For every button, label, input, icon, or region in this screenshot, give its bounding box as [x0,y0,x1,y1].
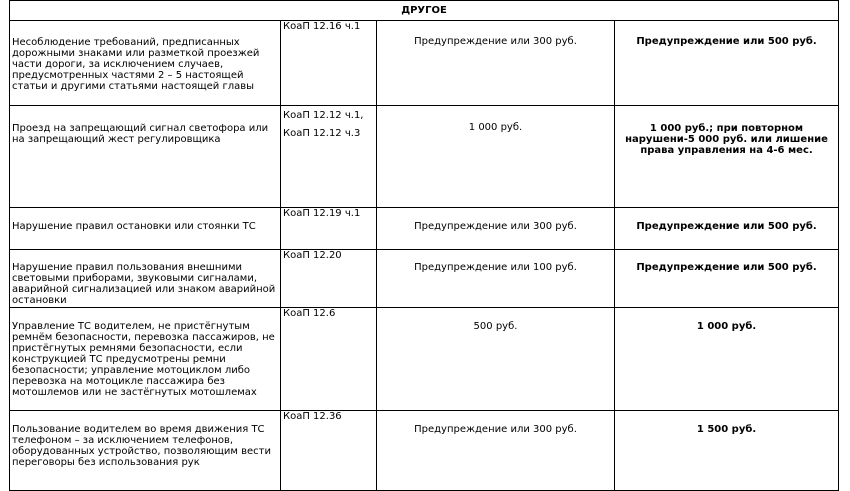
new-penalty-text: Предупреждение или 500 руб. [636,36,817,47]
new-penalty-text: Предупреждение или 500 руб. [636,221,817,232]
violation-cell [10,411,281,491]
new-penalty-text: Предупреждение или 500 руб. [636,262,817,273]
penalty-cell [377,208,615,250]
table-row [10,21,839,106]
penalty-cell [377,250,615,308]
table-row [10,411,839,491]
violation-cell [10,308,281,411]
code-reference: КоаП 12.12 ч.1, [283,110,364,121]
code-reference: КоаП 12.16 ч.1 [283,21,361,32]
table-row [10,208,839,250]
new-penalty-cell [615,21,839,106]
code-cell [281,308,377,411]
violation-description: Пользование водителем во время движения ТС телефоном – за исключением телефонов, оборудованных устройство, позволяющим вести переговоры без использования рук [12,424,272,468]
penalty-text: Предупреждение или 300 руб. [414,36,577,47]
penalty-cell [377,308,615,411]
penalty-text: 500 руб. [473,321,518,332]
section-header-row [10,1,839,21]
violation-description: Проезд на запрещающий сигнал светофора или на запрещающий жест регулировщика [12,123,269,145]
code-reference: КоаП 12.12 ч.3 [283,128,361,139]
violation-cell [10,250,281,308]
violation-cell [10,208,281,250]
new-penalty-text: 1 000 руб. [696,321,757,332]
new-penalty-cell [615,208,839,250]
new-penalty-cell [615,411,839,491]
penalty-text: Предупреждение или 300 руб. [414,424,577,435]
violation-cell [10,21,281,106]
new-penalty-cell [615,308,839,411]
code-cell [281,250,377,308]
code-cell [281,411,377,491]
violation-description: Несоблюдение требований, предписанных дорожными знаками или разметкой проезжей части дороги, за исключением случаев, предусмотренных частями 2 – 5 настоящей статьи и другими статьями настоящей главы [12,37,260,92]
penalty-text: Предупреждение или 300 руб. [414,221,577,232]
code-reference: КоаП 12.36 [283,411,342,422]
table-row [10,308,839,411]
violation-cell [10,106,281,208]
violation-description: Нарушение правил остановки или стоянки ТС [12,221,256,232]
penalty-text: Предупреждение или 100 руб. [414,262,577,273]
code-reference: КоаП 12.6 [283,308,336,319]
code-cell [281,106,377,208]
penalty-cell [377,411,615,491]
new-penalty-cell [615,250,839,308]
code-reference: КоаП 12.20 [283,250,342,261]
table-row [10,250,839,308]
penalty-cell [377,21,615,106]
violation-description: Управление ТС водителем, не пристёгнутым ремнём безопасности, перевозка пассажиров, не пристёгнутых ремнями безопасности, если конструкцией ТС предусмотрены ремни безопасности; управление мотоциклом либо перевозка на мотоцикле пассажира без мотошлемов или не застёгнутых мотошлемах [12,321,275,398]
penalty-cell [377,106,615,208]
new-penalty-text: 1 500 руб. [696,424,757,435]
table-row [10,106,839,208]
fines-table [9,0,839,491]
penalty-text: 1 000 руб. [468,122,523,133]
code-cell [281,208,377,250]
section-title: ДРУГОЕ [10,1,839,21]
new-penalty-text: 1 000 руб.; при повторном нарушени-5 000 руб. или лишение права управления на 4-6 мес. [625,123,828,156]
code-cell [281,21,377,106]
code-reference: КоаП 12.19 ч.1 [283,208,361,219]
new-penalty-cell [615,106,839,208]
violation-description: Нарушение правил пользования внешними световыми приборами, звуковыми сигналами, аварийной сигнализацией или знаком аварийной остановки [12,262,276,306]
